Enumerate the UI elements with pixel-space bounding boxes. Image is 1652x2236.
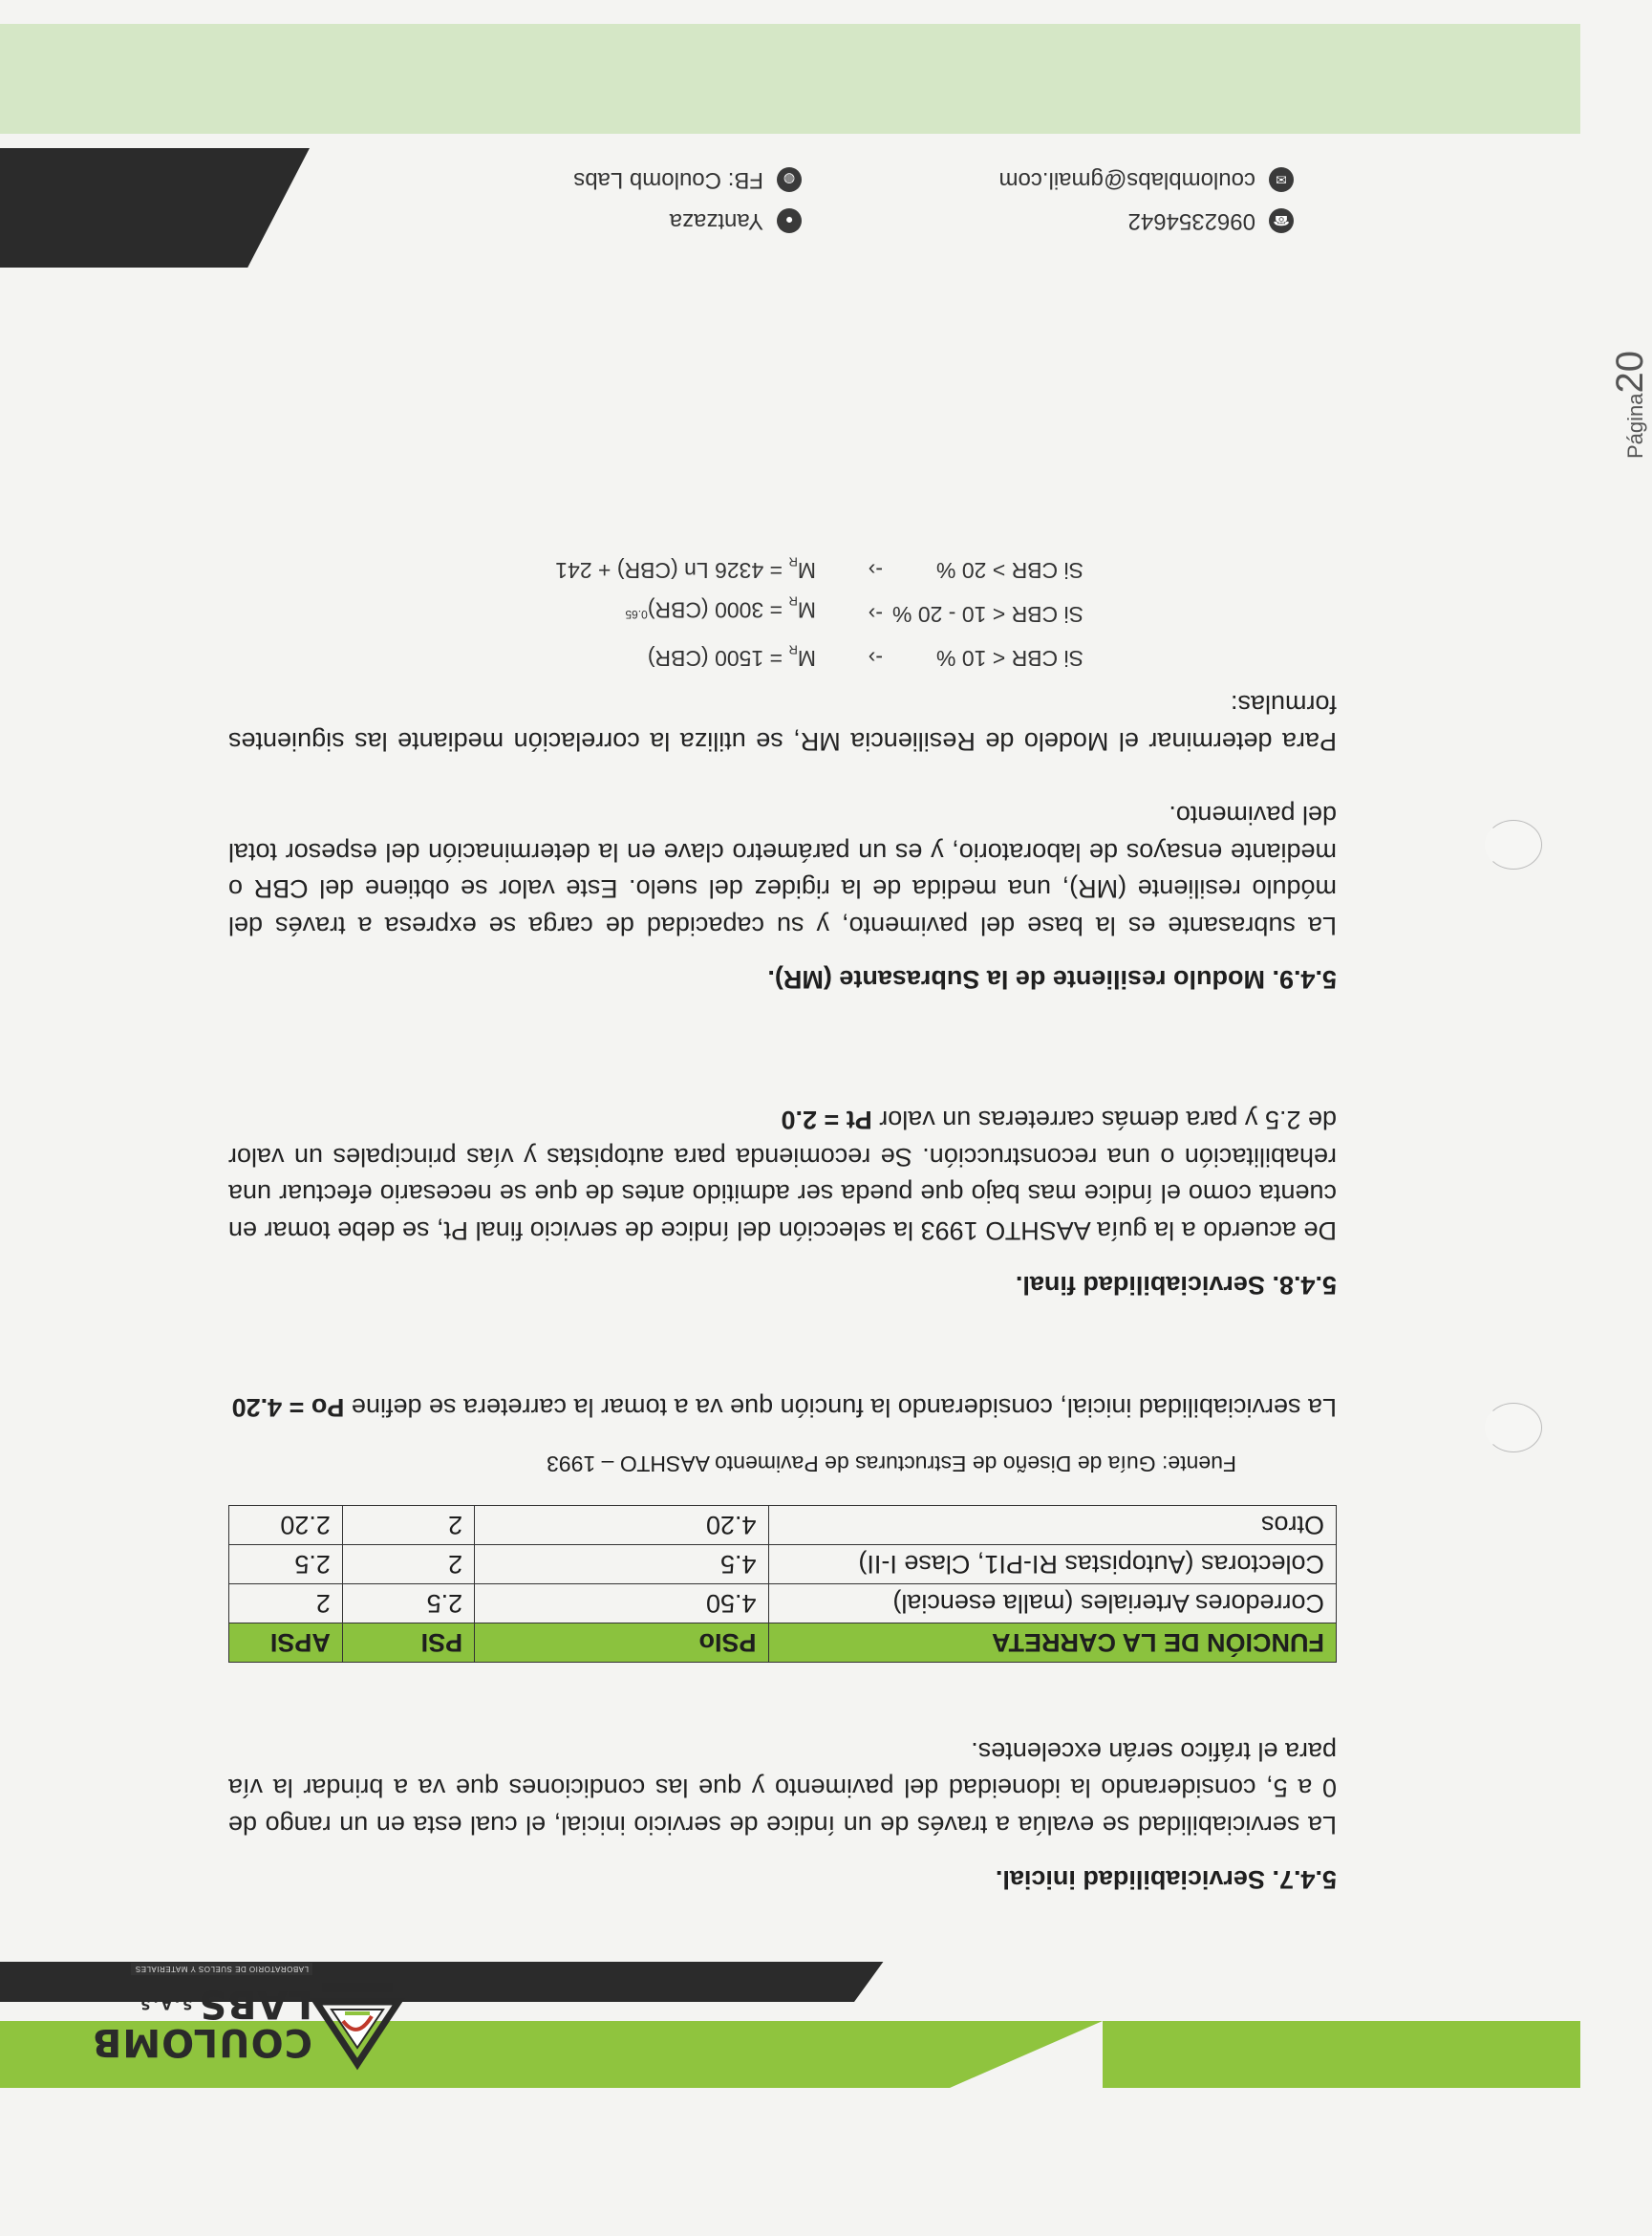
- heading-548: 5.4.8. Serviciabilidad final.: [1015, 1271, 1337, 1300]
- cell: 2: [229, 1584, 343, 1623]
- paragraph-547: La serviciabilidad se evalúa a través de un índice de servicio inicial, el cual esta en un rango de 0 a 5, considerando la idoneidad del pavimento y que las condiciones que va a brindar la vía para el tráfico serán excelentes.: [228, 1737, 1337, 1839]
- cell: 4.5: [475, 1545, 768, 1584]
- table-row: [229, 1584, 1337, 1623]
- table-header-row: [229, 1623, 1337, 1663]
- facebook-text: FB: Coulomb Labs: [573, 167, 763, 193]
- pt-value: Pt = 2.0: [781, 1106, 872, 1135]
- function-table: [228, 1505, 1337, 1663]
- formula-condition: Si CBR > 20 %: [935, 558, 1083, 583]
- paragraph-548: [228, 1102, 1337, 1249]
- phone-icon: ☎: [1269, 208, 1294, 233]
- paragraph-548-text: De acuerdo a la guía AASHTO 1993 la selección del índice de servicio final Pt, se debe tomar en cuenta como el índice mas bajo que pueda ser admitido antes de que se necesario efectuar una rehabilitación o una reconstrucción. Se recomienda para autopistas y vías principales un valor de 2.5 y para demás carreteras un valor: [228, 1106, 1337, 1245]
- punch-hole: [1485, 1403, 1542, 1452]
- heading-549: 5.4.9. Modulo resiliente de la Subrasante (MR).: [767, 965, 1337, 994]
- paragraph-549: La subrasante es la base del pavimento, y su capacidad de carga se expresa a través del módulo resiliente (MR), una medida de la rigidez del suelo. Este valor se obtiene del CBR o mediante ensayos de laboratorio, y es un parámetro clave en la determinación del espesor total del pavimento.: [228, 801, 1337, 940]
- email-icon: ✉: [1269, 167, 1294, 192]
- contact-phone: [1128, 207, 1294, 234]
- location-text: Yantzaza: [669, 208, 763, 234]
- formula-condition: Si CBR < 10 %: [935, 646, 1083, 671]
- punch-hole: [1485, 820, 1542, 870]
- formula-expression: $M_R = 1500$ (CBR): [647, 642, 816, 671]
- page-number-value: 20: [1609, 350, 1651, 394]
- cell: 4.20: [475, 1506, 768, 1545]
- cell: 2.5: [342, 1584, 474, 1623]
- contact-facebook: [573, 166, 802, 193]
- formula-row: [491, 548, 1083, 592]
- col-psi: PSI: [342, 1623, 474, 1663]
- email-text: coulomblabs@gmail.com: [998, 167, 1255, 193]
- formula-row: [491, 636, 1083, 680]
- contact-location: [670, 207, 802, 234]
- cell: Otros: [768, 1506, 1336, 1545]
- table-source: Fuente: Guía de Diseño de Estructuras de Pavimento AASHTO – 1993: [547, 1451, 1236, 1476]
- logo-tagline: LABORATORIO DE SUELOS Y MATERIALES: [131, 1963, 312, 1975]
- heading-547: 5.4.7. Serviciabilidad inicial.: [995, 1865, 1337, 1894]
- globe-icon: ◍: [777, 167, 802, 192]
- cell: Colectoras (Autopistas RI-PI1, Clase I-II): [768, 1545, 1336, 1584]
- page-number: [1609, 351, 1652, 459]
- contact-email: [999, 166, 1294, 193]
- cell: 2.20: [229, 1506, 343, 1545]
- col-apsi: APSI: [229, 1623, 343, 1663]
- location-pin-icon: ●: [777, 208, 802, 233]
- formula-arrow: -›: [868, 558, 883, 583]
- table-row: [229, 1545, 1337, 1584]
- footer-green-band: [0, 24, 1580, 134]
- cell: 2.5: [229, 1545, 343, 1584]
- formula-arrow: -›: [868, 602, 883, 627]
- cell: 2: [342, 1506, 474, 1545]
- paragraph-549-b: Para determinar el Modelo de Resiliencia MR, se utiliza la correlación mediante las siguientes formulas:: [228, 690, 1337, 756]
- after-table-text: La serviciabilidad inicial, considerando la función que va a tomar la carretera se define: [351, 1393, 1337, 1422]
- cell: Corredores Arteriales (malla esencial): [768, 1584, 1336, 1623]
- col-function: FUNCIÓN DE LA CARRETA: [768, 1623, 1336, 1663]
- cell: 4.50: [475, 1584, 768, 1623]
- formula-expression: $M_R = 4326$ Ln (CBR) + 241: [555, 554, 816, 583]
- paragraph-after-table: [228, 1389, 1337, 1427]
- logo-sas: S.A.S: [138, 1996, 193, 2011]
- logo-mountain-icon: [314, 1973, 400, 2069]
- po-value: Po = 4.20: [231, 1393, 345, 1422]
- cell: 2: [342, 1545, 474, 1584]
- page-label: Página: [1623, 393, 1647, 459]
- formula-row: [491, 592, 1083, 636]
- phone-text: 0962354642: [1127, 208, 1255, 234]
- formula-list: [491, 548, 1083, 680]
- formula-arrow: -›: [868, 646, 883, 671]
- formula-expression: $M_R = 3000$ (CBR)$^{0.65}$: [625, 593, 816, 623]
- footer-dark-band: [0, 148, 310, 268]
- logo-labs: LABS: [198, 1982, 312, 2026]
- formula-condition: Si CBR < 10 - 20 %: [891, 602, 1083, 627]
- table-row: [229, 1506, 1337, 1545]
- company-logo: [91, 1945, 400, 2069]
- header-dark-cut: [854, 1962, 1580, 2002]
- logo-coulomb: COULOMB: [91, 2020, 312, 2064]
- col-psio: PSIo: [475, 1623, 768, 1663]
